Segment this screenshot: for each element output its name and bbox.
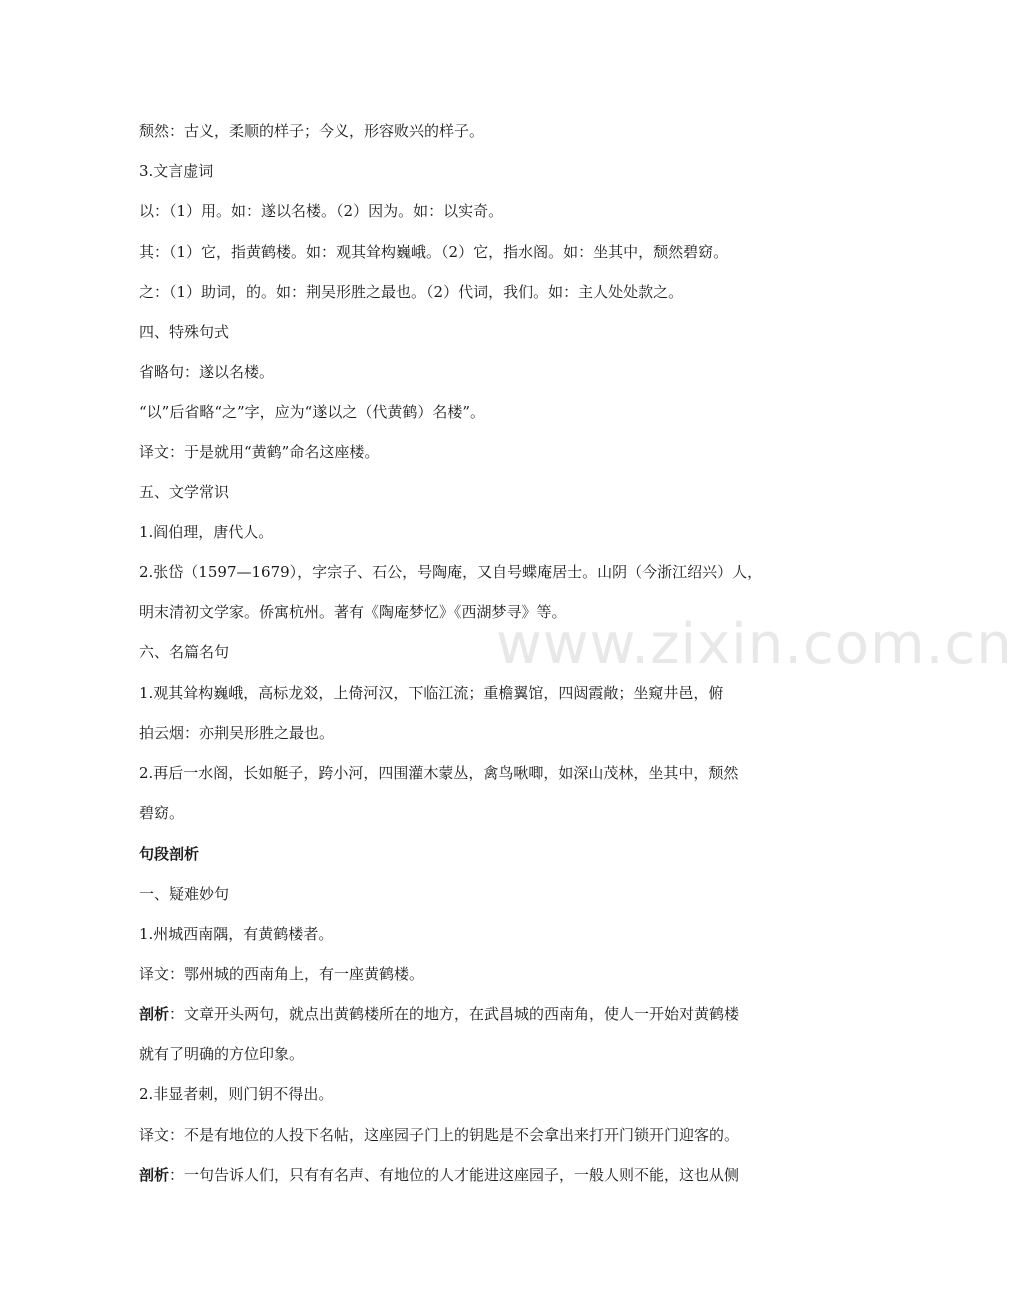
section-heading: 一、疑难妙句: [139, 885, 230, 903]
text-line: 之：（1）助词，的。如：荆吴形胜之最也。（2）代词，我们。如：主人处处款之。: [139, 283, 684, 301]
text-line: 译文：于是就用“黄鹤”命名这座楼。: [139, 443, 380, 461]
text-line: 译文：不是有地位的人投下名帖，这座园子门上的钥匙是不会拿出来打开门锁开门迎客的。: [139, 1126, 740, 1144]
section-heading: 六、名篇名句: [139, 643, 230, 661]
section-heading: 五、文学常识: [139, 483, 230, 501]
text-line: [139, 1164, 784, 1186]
text-line: 其：（1）它，指黄鹤楼。如：观其耸构巍峨。（2）它，指水阁。如：坐其中，颓然碧窈。: [139, 243, 729, 261]
text-line: 1.州城西南隅，有黄鹤楼者。: [139, 925, 334, 943]
text-line: 2.再后一水阁，长如艇子，跨小河，四围灌木蒙丛，禽鸟啾唧，如深山茂林，坐其中，颓然: [139, 764, 739, 782]
section-title: 句段剖析: [139, 845, 200, 863]
text-line: 拍云烟：亦荆吴形胜之最也。: [139, 724, 335, 742]
text-line: 以：（1）用。如：遂以名楼。（2）因为。如：以实奇。: [139, 202, 504, 220]
watermark: www.zixin.com.cn: [496, 612, 1013, 677]
text-line: 1.观其耸构巍峨，高标龙㸚，上倚河汉，下临江流；重檐翼馆，四闼霞敞；坐窥井邑，俯: [139, 684, 724, 702]
text-line: [139, 1003, 784, 1025]
text-line: 明末清初文学家。侨寓杭州。著有《陶庵梦忆》《西湖梦寻》等。: [139, 603, 567, 621]
text-line: 颓然：古义，柔顺的样子；今义，形容败兴的样子。: [139, 122, 485, 140]
section-heading: 四、特殊句式: [139, 323, 230, 341]
text-line: 碧窈。: [139, 804, 185, 822]
section-heading: 3.文言虚词: [139, 162, 214, 180]
text-line: 省略句：遂以名楼。: [139, 363, 275, 381]
text-line: 译文：鄂州城的西南角上，有一座黄鹤楼。: [139, 965, 425, 983]
analysis-label: 剖析: [139, 1166, 170, 1184]
analysis-text: ：文章开头两句，就点出黄鹤楼所在的地方，在武昌城的西南角，使人一开始对黄鹤楼: [169, 1005, 740, 1023]
analysis-text: ：一句告诉人们，只有有名声、有地位的人才能进这座园子，一般人则不能，这也从侧: [169, 1166, 740, 1184]
text-line: 2.非显者刺，则门钥不得出。: [139, 1085, 334, 1103]
analysis-label: 剖析: [139, 1005, 170, 1023]
text-line: 1.阎伯理，唐代人。: [139, 523, 274, 541]
text-line: 就有了明确的方位印象。: [139, 1045, 305, 1063]
text-line: 2.张岱（1597—1679），字宗子、石公，号陶庵，又自号蝶庵居士。山阴（今浙江绍兴）人，: [139, 563, 763, 581]
text-line: “以”后省略“之”字，应为“遂以之（代黄鹤）名楼”。: [139, 403, 486, 421]
